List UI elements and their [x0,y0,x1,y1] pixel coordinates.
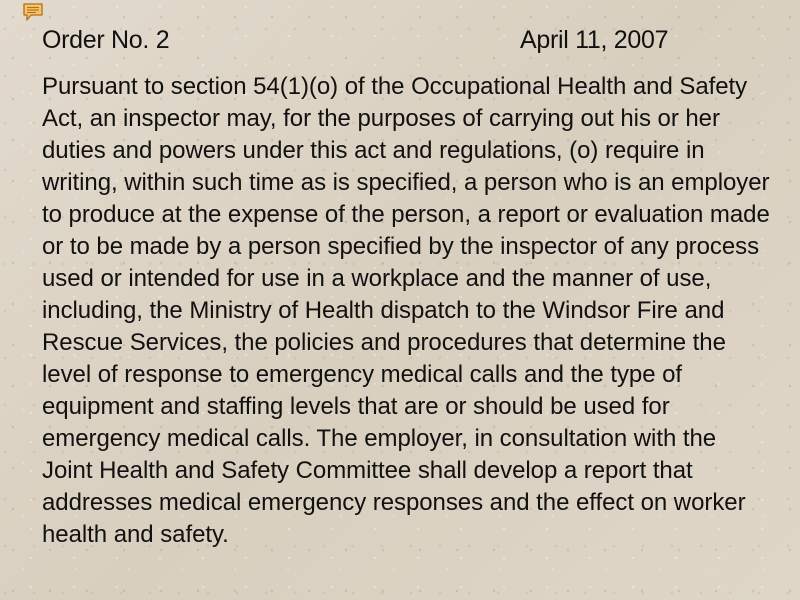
order-date: April 11, 2007 [520,26,669,54]
document-header [42,22,702,58]
order-body-text: Pursuant to section 54(1)(o) of the Occupational Health and Safety Act, an inspector may, for the purposes of carrying out his or her duties and powers under this act and regulations, (o) require in writing, within such time as is specified, a person who is an employer to produce at the expense of the person, a report or evaluation made or to be made by a person specified by the inspector of any process used or intended for use in a workplace and the manner of use, including, the Ministry of Health dispatch to the Windsor Fire and Rescue Services, the policies and procedures that determine the level of response to emergency medical calls and the type of equipment and staffing levels that are or should be used for emergency medical calls. The employer, in consultation with the Joint Health and Safety Committee shall develop a report that addresses medical emergency responses and the effect on worker health and safety. [42,73,770,548]
order-number: Order No. 2 [42,26,170,54]
comment-icon[interactable] [22,2,44,22]
